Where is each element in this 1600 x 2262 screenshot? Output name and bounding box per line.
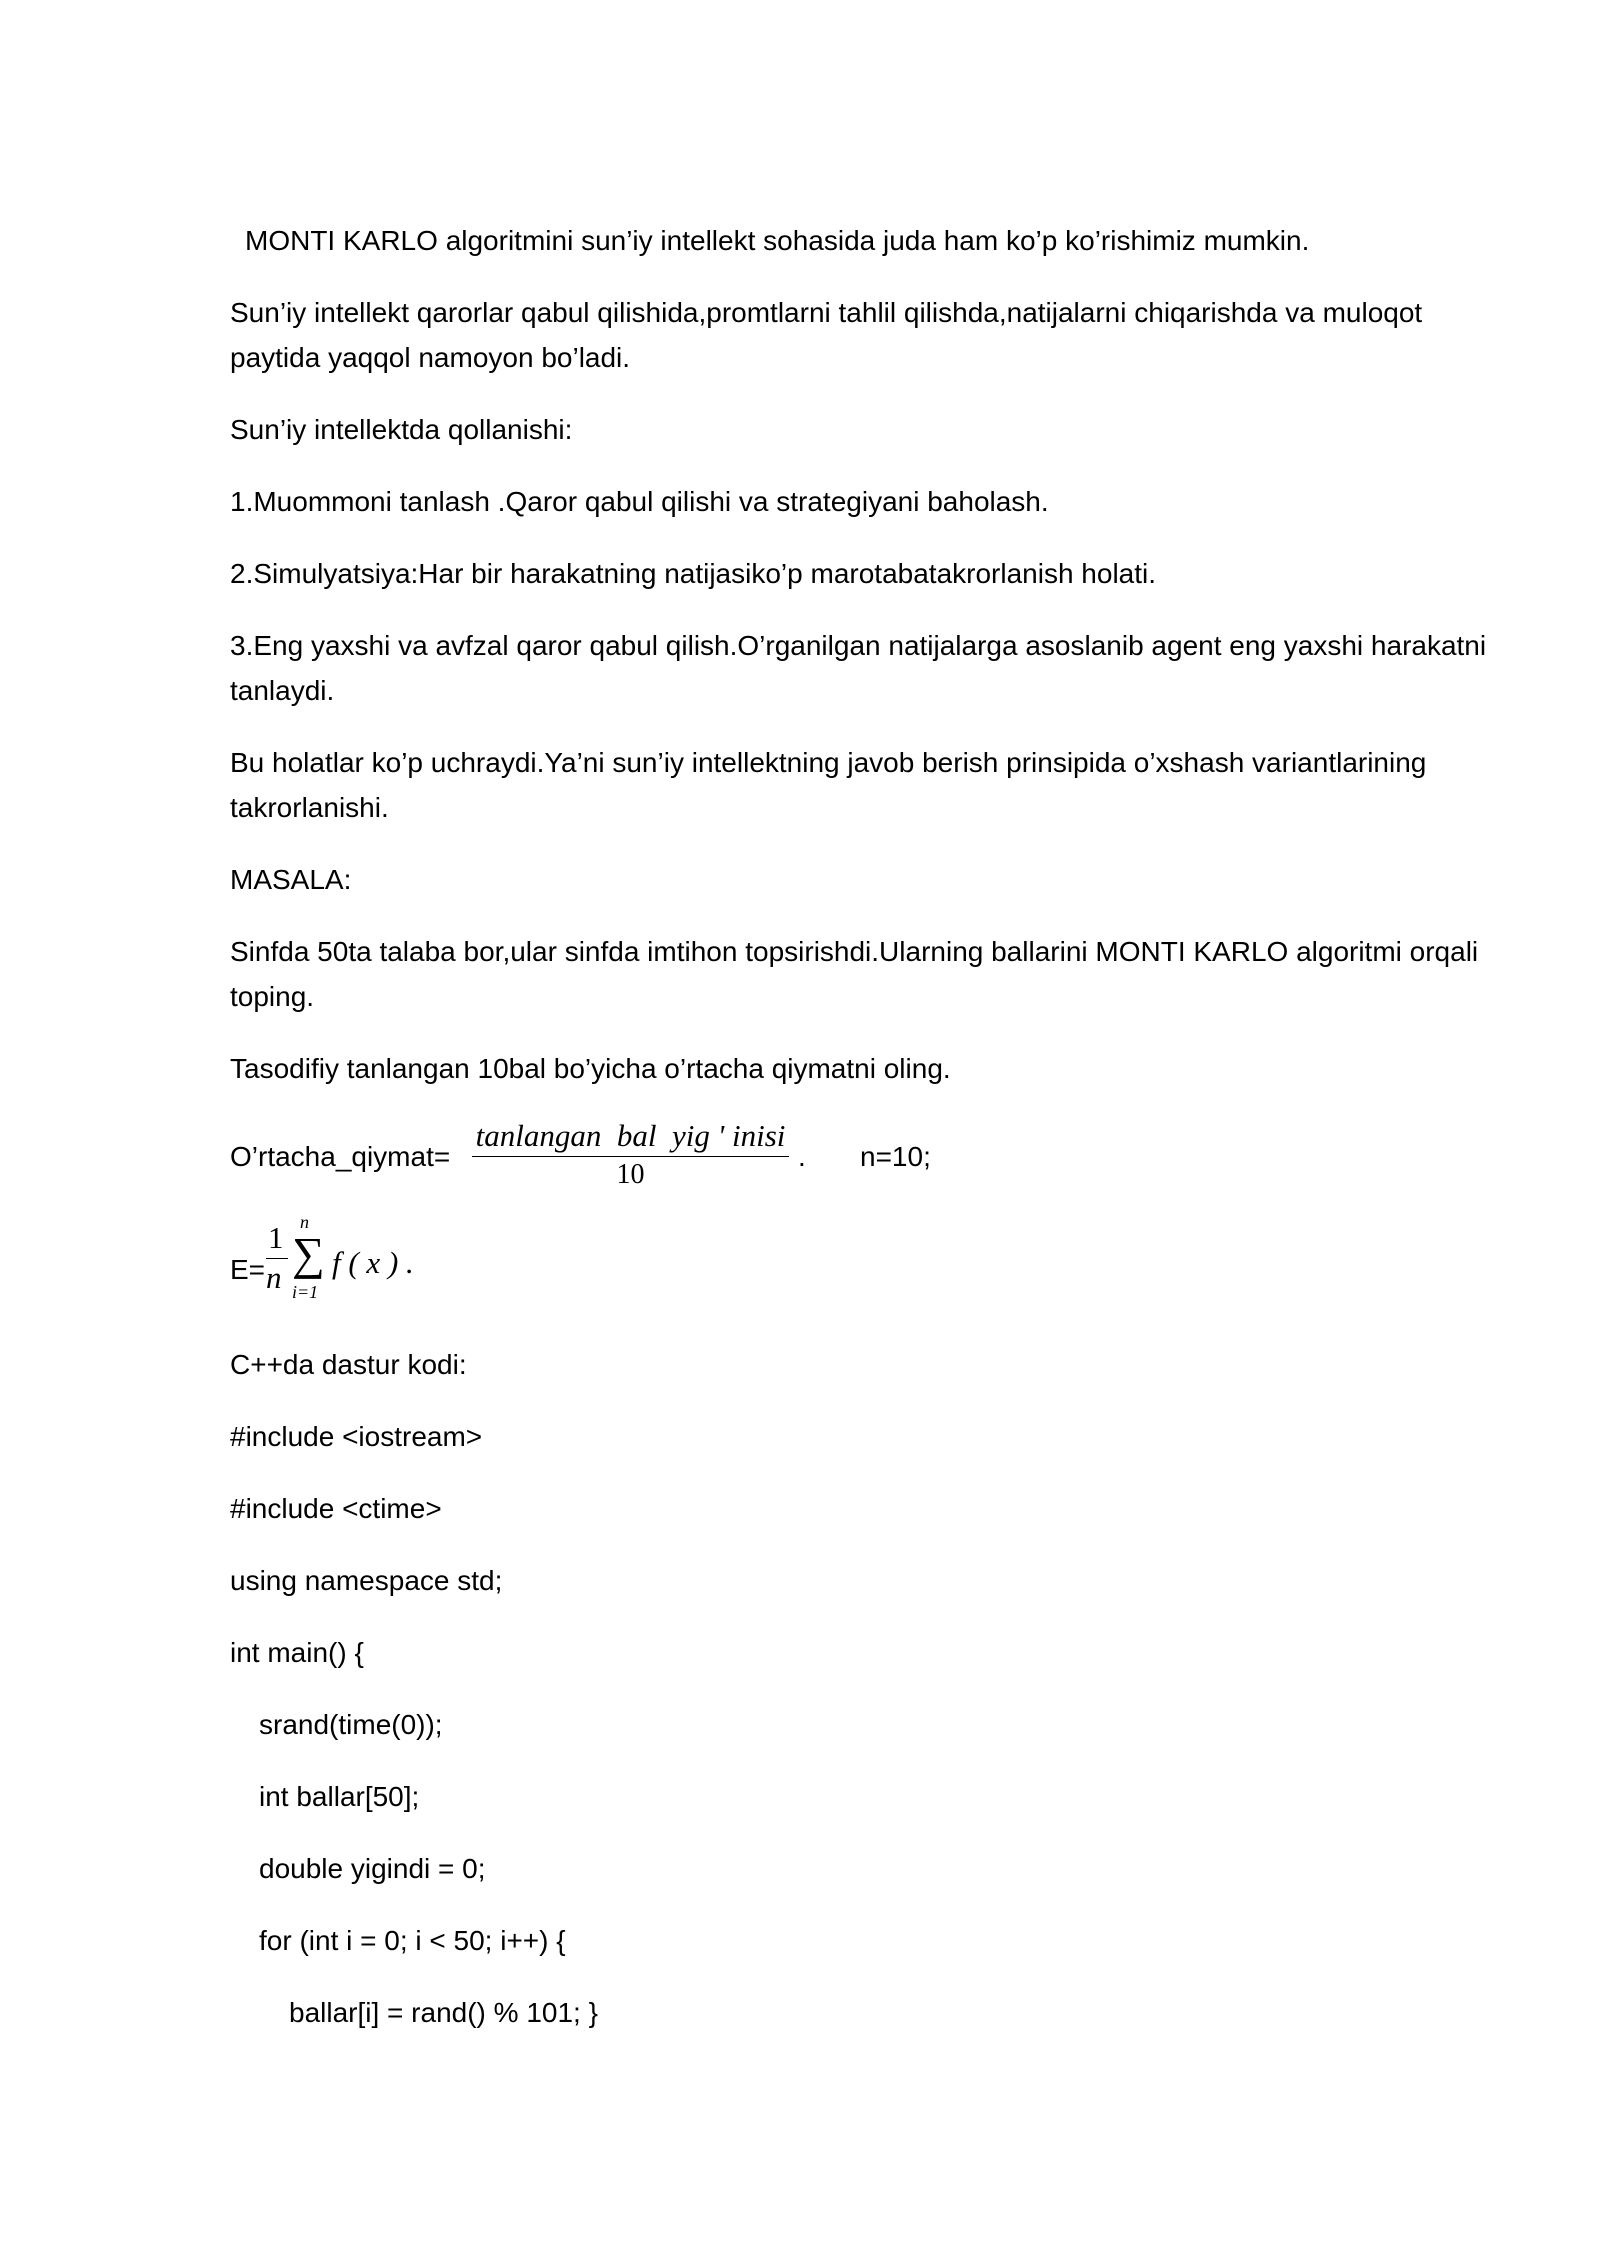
code-line: #include <ctime> xyxy=(230,1493,442,1524)
mean-formula-denominator: 10 xyxy=(616,1159,645,1190)
expectation-formula xyxy=(230,1212,1490,1312)
code-line: srand(time(0)); xyxy=(259,1709,443,1740)
n-value: n=10; xyxy=(860,1141,931,1172)
mean-formula xyxy=(230,1118,1490,1190)
intro-paragraph: MONTI KARLO algoritmini sun’iy intellekt sohasida juda ham ko’p ko’rishimiz mumkin. xyxy=(245,225,1310,256)
code-line: double yigindi = 0; xyxy=(259,1853,486,1884)
note-paragraph: Bu holatlar ko’p uchraydi.Ya’ni sun’iy intellektning javob berish prinsipida o’xshash variantlarining takrorlanishi. xyxy=(230,747,1435,823)
fraction-bar xyxy=(266,1258,288,1259)
task-paragraph: Sinfda 50ta talaba bor,ular sinfda imtihon topsirishdi.Ularning ballarini MONTI KARLO algoritmi orqali toping. xyxy=(230,936,1486,1012)
mean-formula-period: . xyxy=(798,1141,806,1172)
sum-upper-limit: n xyxy=(300,1212,309,1232)
sum-body: f ( x ) . xyxy=(332,1245,414,1280)
sum-lower-limit: i=1 xyxy=(292,1282,319,1302)
frac-denominator: n xyxy=(266,1260,282,1295)
subtask-paragraph: Tasodifiy tanlangan 10bal bo’yicha o’rtacha qiymatni oling. xyxy=(230,1053,951,1084)
document-body xyxy=(230,218,1494,2062)
masala-heading: MASALA: xyxy=(230,864,352,895)
expectation-formula-lhs: E= xyxy=(230,1254,266,1285)
applications-heading: Sun’iy intellektda qollanishi: xyxy=(230,414,573,445)
list-item-3: 3.Eng yaxshi va avfzal qaror qabul qilish.O’rganilgan natijalarga asoslanib agent eng yaxshi harakatni tanlaydi. xyxy=(230,630,1494,706)
code-line: #include <iostream> xyxy=(230,1421,483,1452)
code-line: int ballar[50]; xyxy=(259,1781,420,1812)
code-line: int main() { xyxy=(230,1637,364,1668)
list-item-2: 2.Simulyatsiya:Har bir harakatning natijasiko’p marotabatakrorlanish holati. xyxy=(230,558,1157,589)
sigma-symbol: ∑ xyxy=(292,1228,325,1279)
frac-numerator: 1 xyxy=(268,1220,284,1255)
code-line: ballar[i] = rand() % 101; } xyxy=(289,1997,598,2028)
mean-formula-fraction xyxy=(468,1118,793,1193)
code-heading: C++da dastur kodi: xyxy=(230,1349,467,1380)
mean-formula-numerator: tanlangan bal yig ' inisi xyxy=(475,1118,786,1153)
mean-formula-lhs: O’rtacha_qiymat= xyxy=(230,1141,451,1172)
code-line: using namespace std; xyxy=(230,1565,503,1596)
list-item-1: 1.Muommoni tanlash .Qaror qabul qilishi va strategiyani baholash. xyxy=(230,486,1049,517)
usage-paragraph: Sun’iy intellekt qarorlar qabul qilishida,promtlarni tahlil qilishda,natijalarni chiqarishda va muloqot paytida yaqqol namoyon bo’ladi. xyxy=(230,297,1430,373)
code-line: for (int i = 0; i < 50; i++) { xyxy=(259,1925,566,1956)
